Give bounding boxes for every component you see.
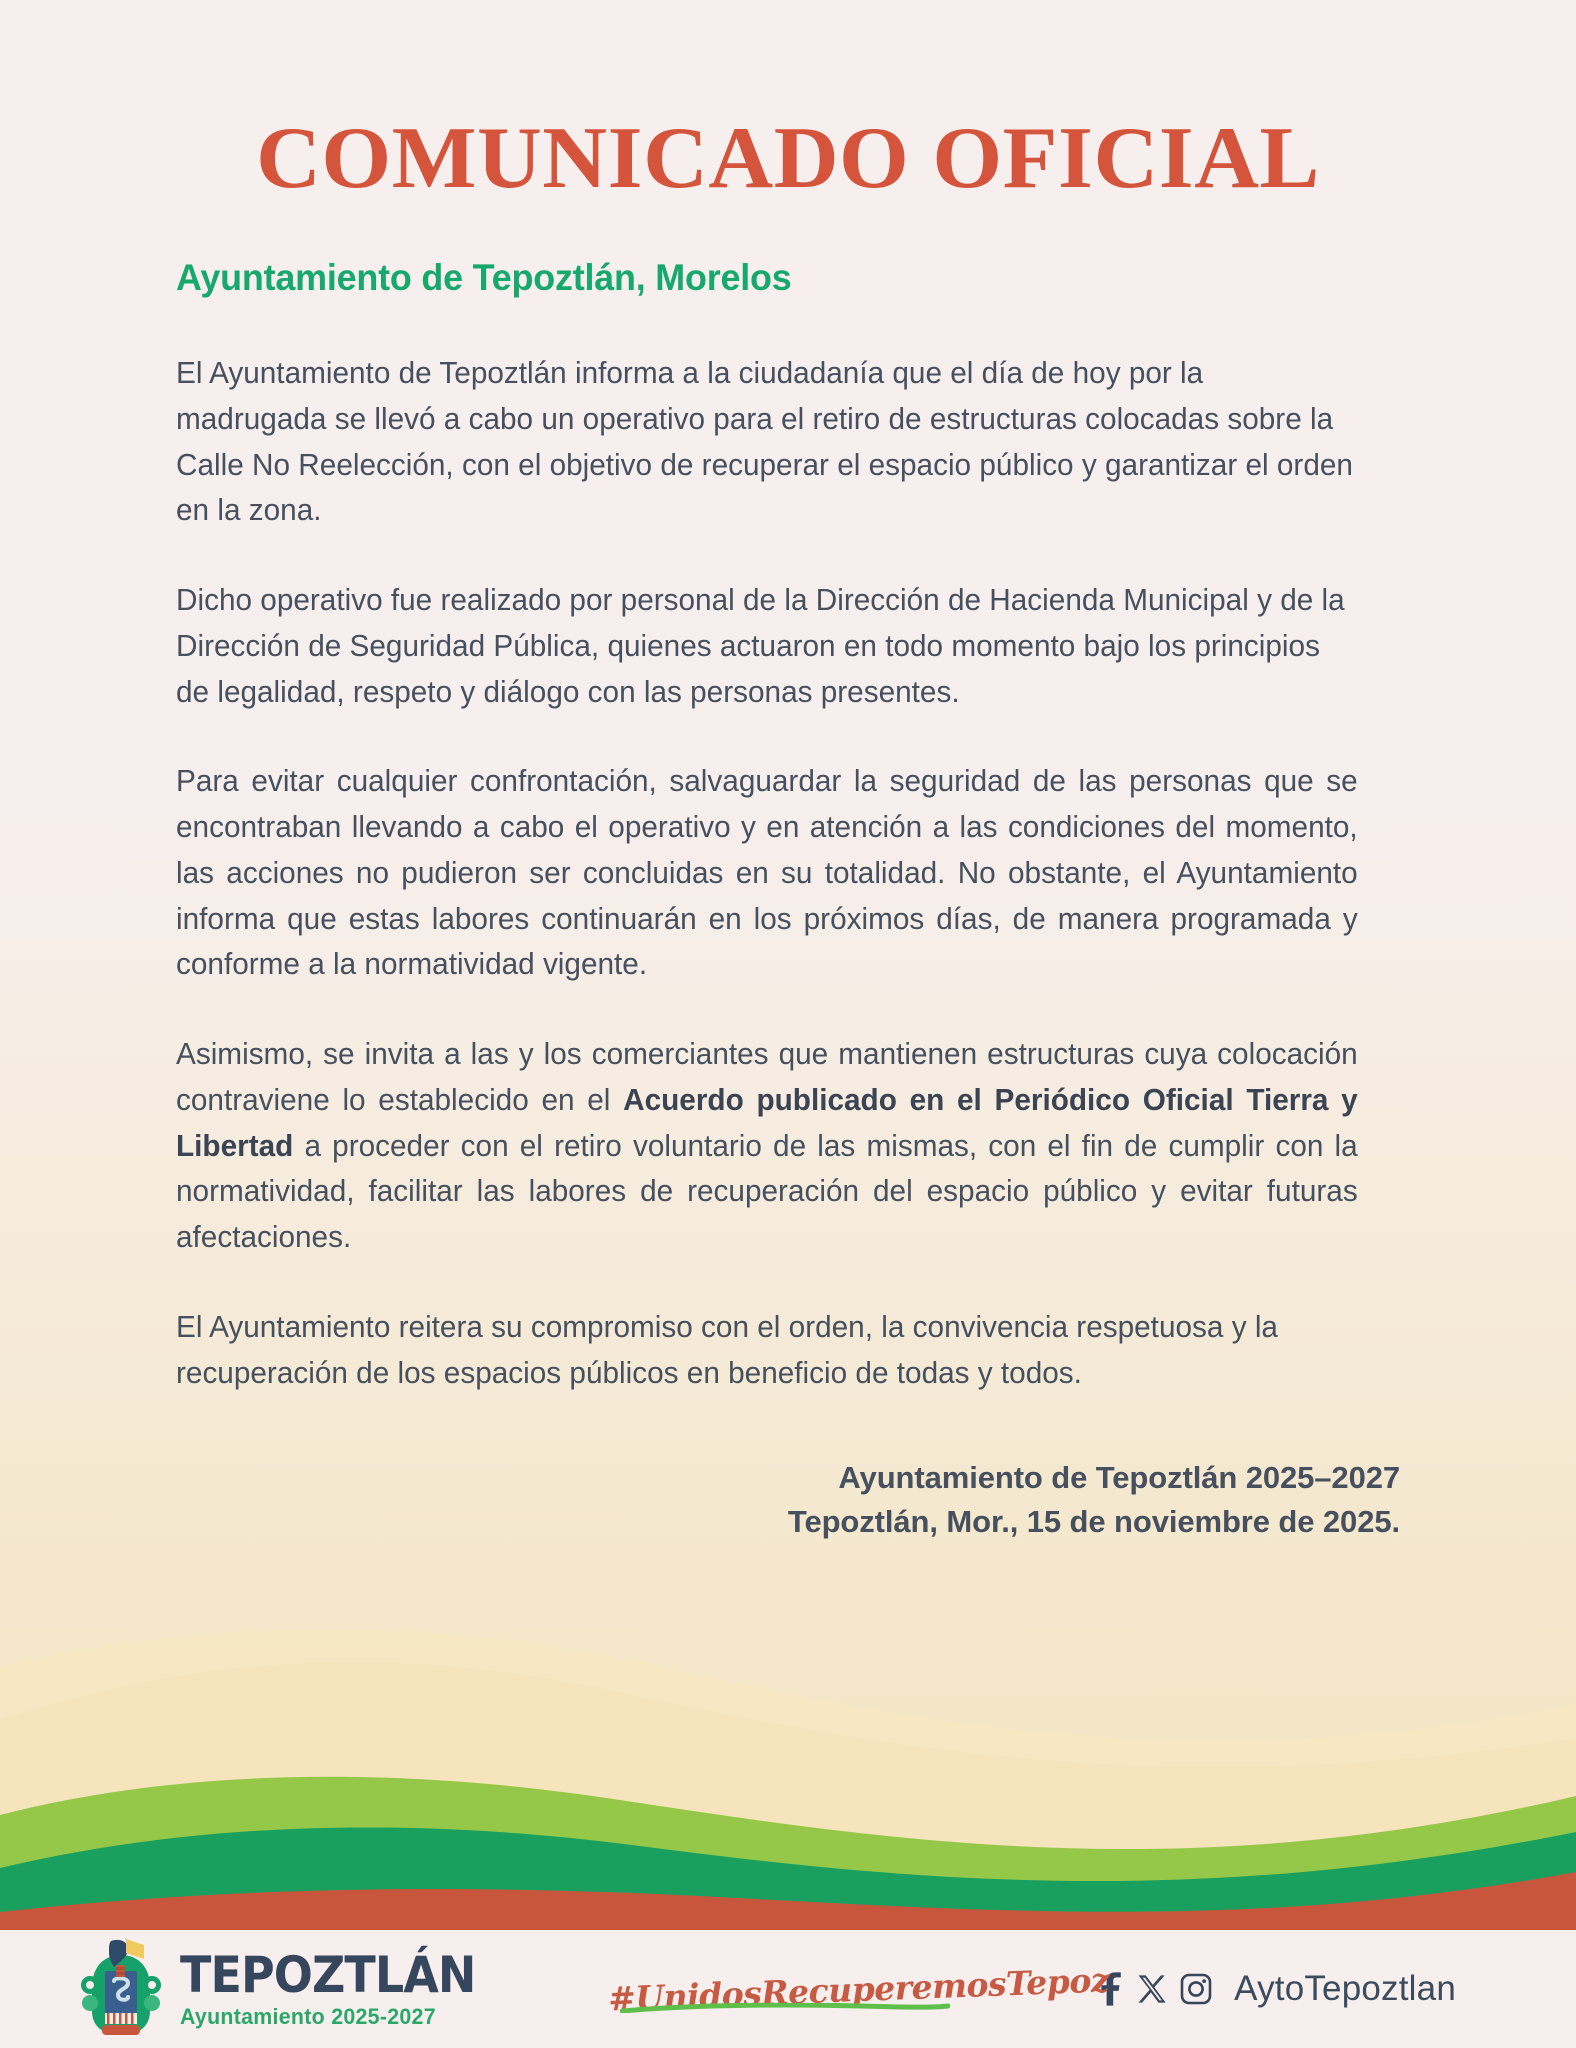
paragraph-4-emphasis — [176, 1032, 1358, 1261]
social-media-block[interactable] — [1098, 1969, 1456, 2009]
paragraph-4-after: a proceder con el retiro voluntario de las mismas, con el fin de cumplir con la normatividad, facilitar las labores de recuperación del espacio público y evitar futuras afectaciones. — [176, 1128, 1358, 1254]
wave-light-green — [0, 1777, 1576, 1930]
instagram-icon[interactable] — [1180, 1973, 1212, 2005]
page-subtitle: Ayuntamiento de Tepoztlán, Morelos — [176, 257, 792, 298]
paragraph-4-emphasis-text: Acuerdo publicado en el Periódico Oficial Tierra y Libertad — [176, 1082, 1358, 1163]
signature-line-2: Tepoztlán, Mor., 15 de noviembre de 2025. — [787, 1504, 1400, 1540]
paragraph-5: El Ayuntamiento reitera su compromiso con el orden, la convivencia respetuosa y la recuperación de los espacios públicos en beneficio de todas y todos. — [176, 1309, 1278, 1390]
x-twitter-icon[interactable] — [1137, 1974, 1167, 2004]
wave-sand-light — [0, 1629, 1576, 1930]
page-title: COMUNICADO OFICIAL — [256, 110, 1320, 207]
wave-sand — [0, 1662, 1576, 1930]
wave-green — [0, 1827, 1576, 1930]
hashtag-brush-underline — [620, 2003, 950, 2013]
body-text-container — [176, 351, 1388, 1396]
paragraph-3: Para evitar cualquier confrontación, salvaguardar la seguridad de las personas que se encontraban llevando a cabo el operativo y en atención a las condiciones del momento, las acciones no pudieron ser concluidas en su totalidad. No obstante, el Ayuntamiento informa que estas labores continuarán en los próximos días, de manera programada y conforme a la normatividad vigente. — [176, 764, 1358, 982]
tepoztlan-crest-icon — [78, 1937, 164, 2041]
social-handle[interactable]: AytoTepoztlan — [1234, 1969, 1456, 2008]
signature-line-1: Ayuntamiento de Tepoztlán 2025–2027 — [838, 1460, 1400, 1496]
municipal-logo — [78, 1937, 548, 2041]
wave-terracotta — [0, 1872, 1576, 1930]
wordmark-title: TEPOZTLÁN — [180, 1946, 476, 2004]
wordmark-subtitle: Ayuntamiento 2025-2027 — [180, 2004, 436, 2029]
wordmark — [180, 1946, 501, 2029]
paragraph-2: Dicho operativo fue realizado por personal de la Dirección de Hacienda Municipal y de la Dirección de Seguridad Pública, quienes actuaron en todo momento bajo los principios de legalidad, respeto y diálogo con las personas presentes. — [176, 583, 1345, 709]
signature-block — [0, 1456, 1400, 1544]
paragraph-1: El Ayuntamiento de Tepoztlán informa a la ciudadanía que el día de hoy por la madrugada se llevó a cabo un operativo para el retiro de estructuras colocadas sobre la Calle No Reelección, con el objetivo de recuperar el espacio público y garantizar el orden en la zona. — [176, 356, 1353, 528]
paragraph-4-before: Asimismo, se invita a las y los comerciantes que mantienen estructuras cuya colocación contraviene lo establecido en el — [176, 1037, 1358, 1117]
decorative-wave-band — [0, 1600, 1576, 1930]
footer-bar — [0, 1930, 1576, 2048]
campaign-hashtag-block — [607, 1959, 1110, 2019]
campaign-hashtag: #UnidosRecuperemosTepoz — [607, 1959, 1110, 2019]
